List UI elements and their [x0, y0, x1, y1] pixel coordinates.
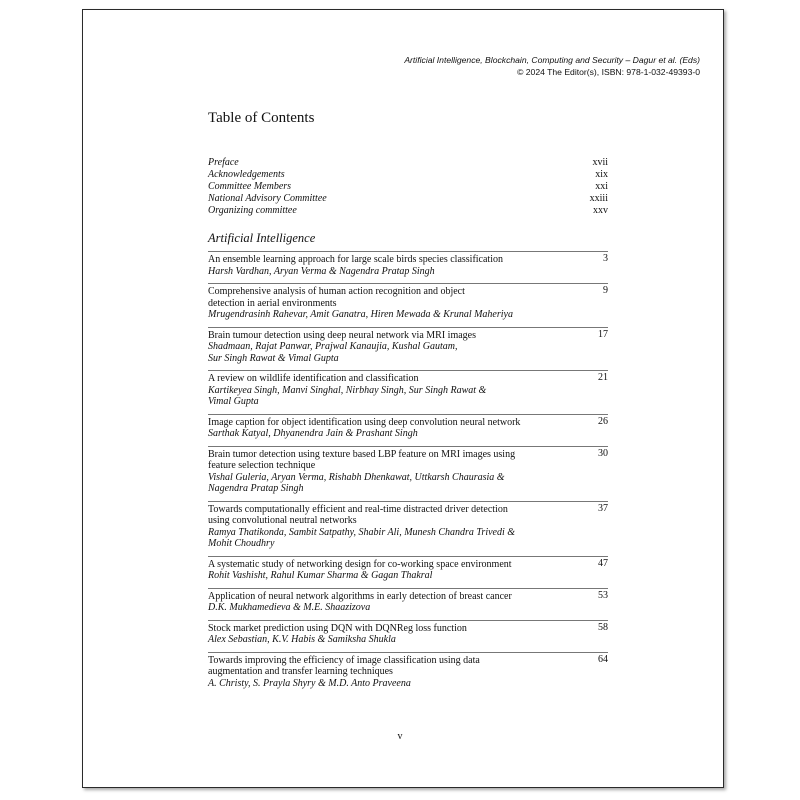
entry-authors-line: Vimal Gupta — [208, 396, 259, 407]
entry-authors-line: Shadmaan, Rajat Panwar, Prajwal Kanaujia, Kushal Gautam, — [208, 341, 458, 352]
running-header — [404, 55, 700, 78]
front-matter-page: xix — [595, 169, 608, 180]
front-matter-list — [208, 157, 608, 217]
front-matter-title: National Advisory Committee — [208, 193, 327, 204]
entry-title-line: augmentation and transfer learning techniques — [208, 666, 393, 677]
toc-entry[interactable] — [208, 283, 608, 321]
entry-authors-line: Sur Singh Rawat & Vimal Gupta — [208, 352, 339, 364]
toc-entry[interactable] — [208, 620, 608, 646]
entry-page-number: 47 — [598, 557, 608, 569]
header-line-1: Artificial Intelligence, Blockchain, Computing and Security – Dagur et al. (Eds) — [404, 55, 700, 65]
entry-authors-line: Mohit Choudhry — [208, 538, 275, 549]
entry-page-number: 58 — [598, 621, 608, 633]
entry-page-number: 64 — [598, 653, 608, 665]
entry-title-line: feature selection technique — [208, 460, 316, 471]
entry-authors-line: A. Christy, S. Prayla Shyry & M.D. Anto Praveena — [208, 677, 411, 689]
front-matter-title: Acknowledgements — [208, 169, 285, 180]
entry-authors-line: Nagendra Pratap Singh — [208, 483, 304, 494]
entry-title-line: Towards computationally efficient and real-time distracted driver detection — [208, 503, 508, 515]
entry-page-number: 26 — [598, 415, 608, 427]
front-matter-row[interactable] — [208, 205, 608, 217]
front-matter-page: xxi — [595, 181, 608, 192]
toc-entry[interactable] — [208, 501, 608, 550]
front-matter-row[interactable] — [208, 157, 608, 169]
entry-page-number: 17 — [598, 328, 608, 340]
entry-page-number: 9 — [603, 285, 608, 296]
toc-entries — [208, 251, 608, 689]
entry-title-line: Application of neural network algorithms in early detection of breast cancer — [208, 590, 512, 602]
front-matter-title: Committee Members — [208, 181, 292, 192]
entry-page-number: 3 — [603, 253, 608, 264]
toc-entry[interactable] — [208, 327, 608, 365]
entry-authors-line: Rohit Vashisht, Rahul Kumar Sharma & Gagan Thakral — [208, 570, 433, 581]
section-heading: Artificial Intelligence — [208, 231, 316, 245]
header-line-2: © 2024 The Editor(s), ISBN: 978-1-032-49393-0 — [517, 66, 700, 77]
entry-authors-line: Vishal Guleria, Aryan Verma, Rishabh Dhenkawat, Uttkarsh Chaurasia & — [208, 471, 505, 483]
entry-title-line: A review on wildlife identification and classification — [208, 373, 419, 384]
entry-authors-line: Ramya Thatikonda, Sambit Satpathy, Shabir Ali, Munesh Chandra Trivedi & — [208, 526, 516, 538]
entry-authors-line: Sarthak Katyal, Dhyanendra Jain & Prashant Singh — [208, 428, 418, 439]
front-matter-title: Organizing committee — [208, 205, 297, 216]
front-matter-row[interactable] — [208, 193, 608, 205]
entry-authors-line: Harsh Vardhan, Aryan Verma & Nagendra Pratap Singh — [208, 265, 435, 277]
entry-authors-line: Mrugendrasinh Rahevar, Amit Ganatra, Hiren Mewada & Krunal Maheriya — [208, 309, 513, 320]
front-matter-title: Preface — [208, 157, 239, 168]
entry-page-number: 37 — [598, 502, 608, 514]
front-matter-page: xxiii — [589, 193, 608, 204]
entry-authors-line: Kartikeyea Singh, Manvi Singhal, Nirbhay Singh, Sur Singh Rawat & — [208, 384, 487, 396]
entry-title-line: Image caption for object identification using deep convolution neural network — [208, 416, 521, 428]
toc-entry[interactable] — [208, 588, 608, 614]
entry-title-line: A systematic study of networking design for co-working space environment — [208, 558, 512, 570]
front-matter-page: xxv — [593, 205, 608, 216]
entry-title-line: Comprehensive analysis of human action recognition and object — [208, 286, 465, 297]
entry-title-line: using convolutional neutral networks — [208, 515, 357, 526]
toc-title: Table of Contents — [208, 110, 315, 126]
page-number: v — [397, 731, 403, 742]
front-matter-page: xvii — [592, 157, 608, 168]
entry-page-number: 53 — [598, 589, 608, 601]
toc-entry[interactable] — [208, 370, 608, 408]
toc-entry[interactable] — [208, 652, 608, 690]
entry-page-number: 30 — [598, 447, 608, 459]
entry-title-line: detection in aerial environments — [208, 297, 337, 309]
toc-entry[interactable] — [208, 556, 608, 582]
entry-page-number: 21 — [598, 372, 608, 383]
entry-title-line: Stock market prediction using DQN with DQNReg loss function — [208, 622, 467, 634]
toc-entry[interactable] — [208, 414, 608, 440]
entry-title-line: Brain tumour detection using deep neural network via MRI images — [208, 329, 476, 341]
entry-title-line: An ensemble learning approach for large scale birds species classification — [208, 254, 503, 265]
entry-title-line: Towards improving the efficiency of image classification using data — [208, 654, 480, 666]
front-matter-row[interactable] — [208, 181, 608, 193]
toc-entry[interactable] — [208, 446, 608, 495]
entry-authors-line: Alex Sebastian, K.V. Habis & Samiksha Shukla — [208, 634, 396, 645]
toc-entry[interactable] — [208, 251, 608, 277]
entry-authors-line: D.K. Mukhamedieva & M.E. Shaazizova — [208, 602, 371, 613]
front-matter-row[interactable] — [208, 169, 608, 181]
entry-title-line: Brain tumor detection using texture based LBP feature on MRI images using — [208, 448, 516, 460]
